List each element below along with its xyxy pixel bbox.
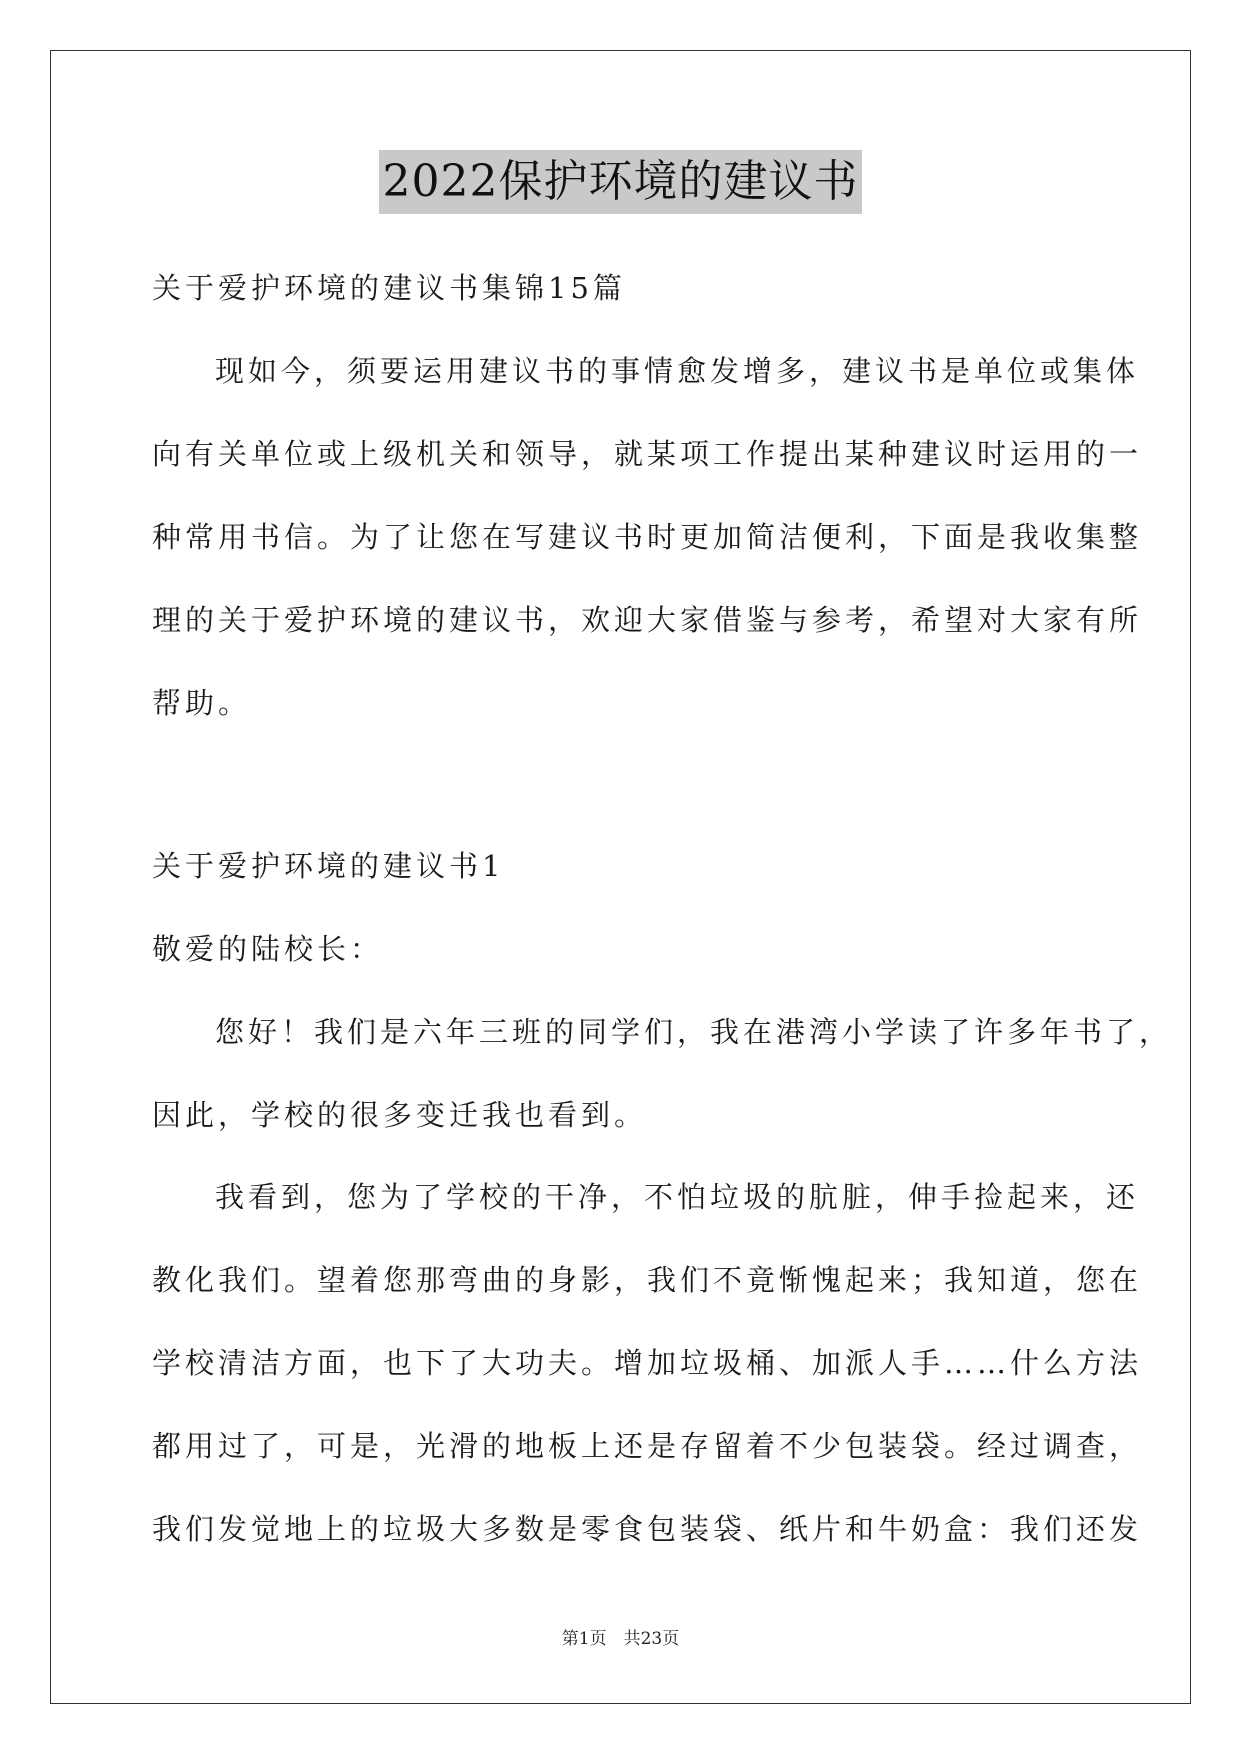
paragraph-line: 理的关于爱护环境的建议书，欢迎大家借鉴与参考，希望对大家有所 [152, 603, 1143, 637]
paragraph-line: 因此，学校的很多变迁我也看到。 [152, 1098, 648, 1132]
subtitle-line: 关于爱护环境的建议书集锦15篇 [152, 271, 626, 305]
paragraph-line: 学校清洁方面，也下了大功夫。增加垃圾桶、加派人手……什么方法 [152, 1346, 1143, 1380]
paragraph-line: 您好！我们是六年三班的同学们，我在港湾小学读了许多年书了， [215, 1015, 1173, 1049]
paragraph-line: 我看到，您为了学校的干净，不怕垃圾的肮脏，伸手捡起来，还 [215, 1180, 1140, 1214]
paragraph-line: 现如今，须要运用建议书的事情愈发增多，建议书是单位或集体 [215, 354, 1140, 388]
paragraph-line: 都用过了，可是，光滑的地板上还是存留着不少包装袋。经过调查， [152, 1429, 1143, 1463]
paragraph-line: 帮助。 [152, 686, 252, 720]
title-container [0, 150, 1241, 214]
paragraph-line: 我们发觉地上的垃圾大多数是零食包装袋、纸片和牛奶盒：我们还发 [152, 1512, 1143, 1546]
paragraph-line: 教化我们。望着您那弯曲的身影，我们不竟惭愧起来；我知道，您在 [152, 1263, 1143, 1297]
section-heading: 关于爱护环境的建议书1 [152, 849, 505, 883]
paragraph-line: 向有关单位或上级机关和领导，就某项工作提出某种建议时运用的一 [152, 437, 1143, 471]
page-number-footer: 第1页 共23页 [561, 1629, 680, 1649]
paragraph-line: 种常用书信。为了让您在写建议书时更加简洁便利，下面是我收集整 [152, 520, 1143, 554]
document-title: 2022保护环境的建议书 [379, 150, 863, 214]
salutation: 敬爱的陆校长： [152, 932, 384, 966]
